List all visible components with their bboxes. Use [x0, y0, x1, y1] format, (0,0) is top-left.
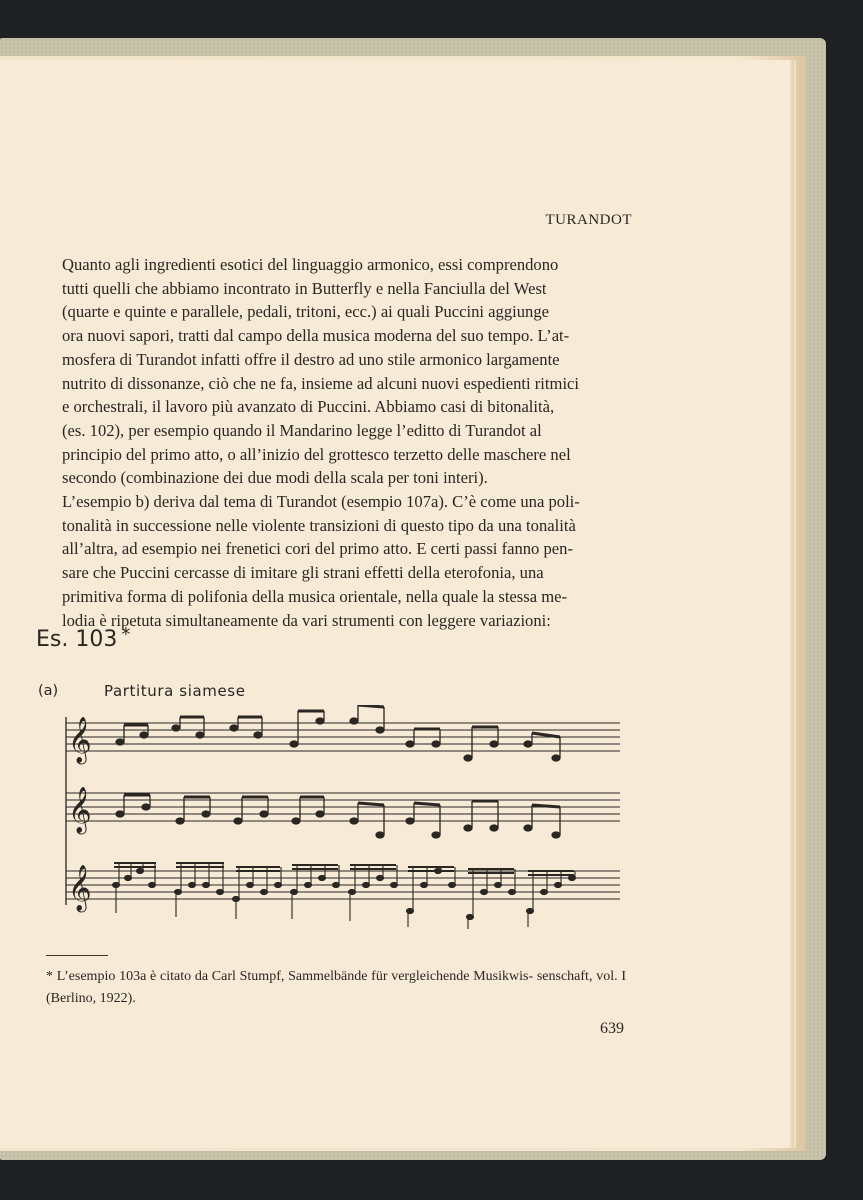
- treble-clef-icon: 𝄞: [68, 717, 92, 763]
- paragraph-2: [62, 490, 632, 632]
- running-head: TURANDOT: [545, 212, 632, 228]
- example-number: Es. 103: [36, 627, 118, 652]
- text-line: lodia è ripetuta simultaneamente da vari strumenti con leggere variazioni:: [62, 610, 551, 630]
- text-line: tutti quelli che abbiamo incontrato in Butterfly e nella Fanciulla del West: [62, 278, 547, 298]
- text-line: mosfera di Turandot infatti offre il destro ad uno stile armonico largamente: [62, 349, 560, 369]
- paragraph-1: [62, 253, 632, 490]
- text-line: L’esempio b) deriva dal tema di Turandot (esempio 107a). C’è come una poli-: [62, 492, 580, 512]
- sub-label: (a): [38, 683, 59, 699]
- example-star: *: [121, 624, 131, 645]
- example-label: [36, 624, 130, 652]
- footnote: * L’esempio 103a è citato da Carl Stumpf, Sammelbände für vergleichende Musikwis- senschaft, vol. I (Berlino, 1922).: [46, 969, 626, 1006]
- text-line: sare che Puccini cercasse di imitare gli strani effetti della eterofonia, una: [62, 563, 544, 583]
- text-line: nutrito di dissonanze, ciò che ne fa, insieme ad alcuni nuovi espedienti ritmici: [62, 373, 580, 393]
- staff-2-notes: [116, 795, 560, 838]
- text-line: (es. 102), per esempio quando il Mandarino legge l’editto di Turandot al: [62, 420, 542, 440]
- text-line: secondo (combinazione dei due modi della scala per toni interi).: [62, 468, 488, 488]
- music-score: [58, 705, 628, 935]
- text-line: primitiva forma di polifonia della musica orientale, nella quale la stessa me-: [62, 586, 568, 606]
- text-line: (quarte e quinte e parallele, pedali, tritoni, ecc.) ai quali Puccini aggiunge: [62, 302, 550, 322]
- treble-clef-icon: 𝄞: [68, 787, 92, 833]
- body-text: [62, 253, 632, 632]
- footnote-rule: [46, 955, 108, 956]
- text-line: ora nuovi sapori, tratti dal campo della musica moderna del suo tempo. L’at-: [62, 326, 570, 346]
- text-line: e orchestrali, il lavoro più avanzato di Puccini. Abbiamo casi di bitonalità,: [62, 397, 555, 417]
- text-line: principio del primo atto, o all’inizio del grottesco terzetto delle maschere nel: [62, 444, 571, 464]
- text-line: tonalità in successione nelle violente transizioni di questo tipo da una tonalità: [62, 515, 576, 535]
- staff-1-notes: [116, 705, 560, 761]
- treble-clef-icon: 𝄞: [68, 865, 92, 911]
- score-title: Partitura siamese: [104, 682, 246, 700]
- text-line: Quanto agli ingredienti esotici del linguaggio armonico, essi comprendono: [62, 255, 559, 274]
- staff-3-notes: [113, 863, 576, 929]
- text-line: all’altra, ad esempio nei frenetici cori del primo atto. E certi passi fanno pen-: [62, 539, 573, 559]
- page-number: 639: [600, 1020, 624, 1037]
